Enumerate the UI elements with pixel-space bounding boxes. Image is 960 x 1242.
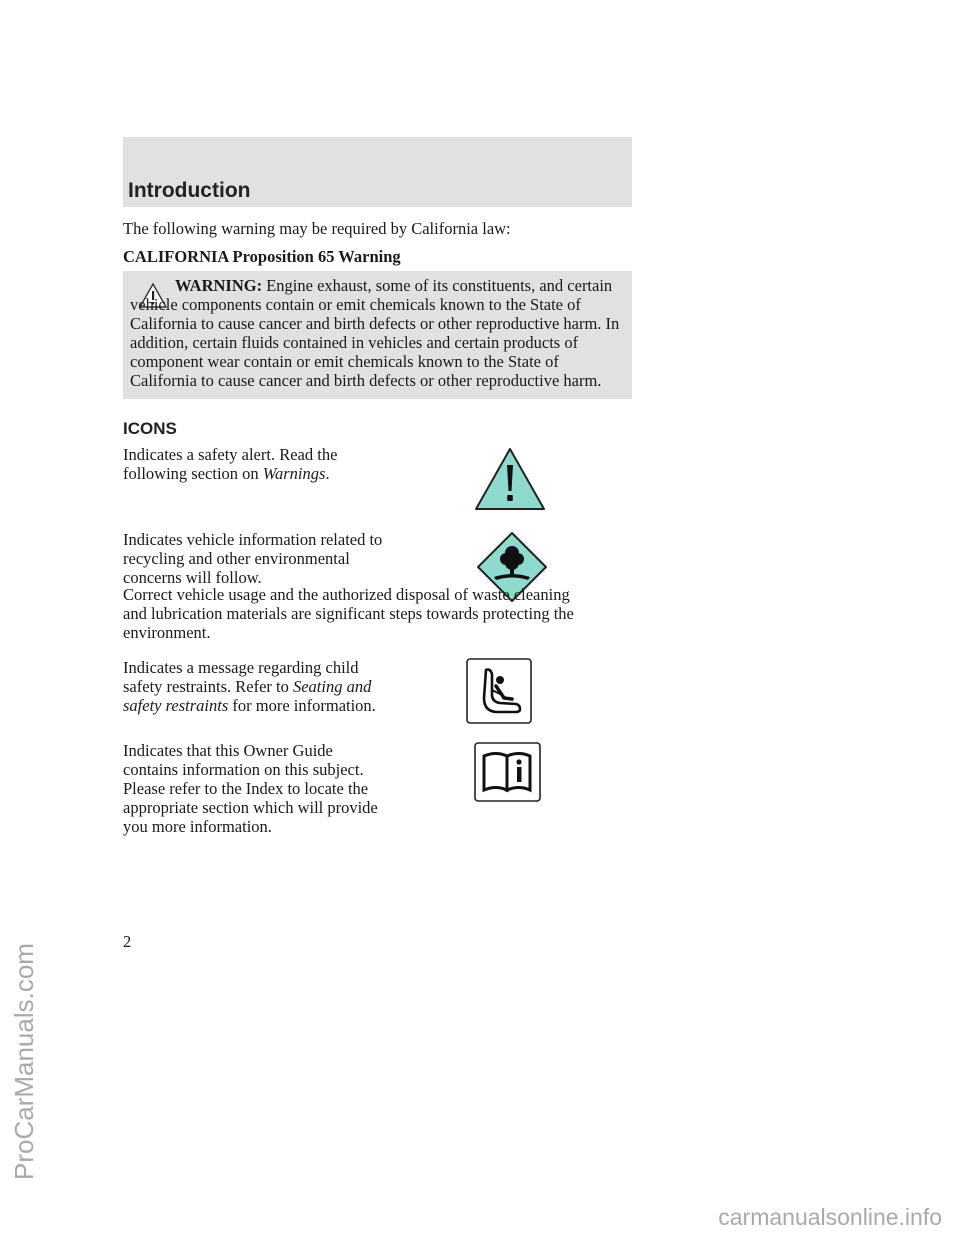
- warning-text: [130, 276, 625, 390]
- seating-reference: Seating and safety restraints: [123, 677, 372, 715]
- owner-guide-description: Indicates that this Owner Guide contains information on this subject. Please refer to the Index to locate the appropriate section which will provide you more information.: [123, 741, 378, 836]
- warnings-reference: Warnings: [262, 464, 326, 483]
- warning-label: WARNING:: [175, 276, 263, 295]
- safety-alert-description: [123, 445, 383, 483]
- prop65-heading: CALIFORNIA Proposition 65 Warning: [123, 247, 401, 266]
- side-watermark: [10, 560, 46, 1180]
- child-seat-icon: [466, 658, 532, 724]
- environment-description: Indicates vehicle information related to recycling and other environmental concerns will follow.: [123, 530, 383, 587]
- child-restraint-text: Indicates a message regarding child safety restraints. Refer to: [123, 658, 359, 696]
- bottom-watermark: carmanualsonline.info: [718, 1204, 942, 1230]
- intro-line: The following warning may be required by California law:: [123, 219, 511, 238]
- side-watermark-text: ProCarManuals.com: [9, 943, 39, 1180]
- correct-usage-text: Correct vehicle usage and the authorized disposal of waste cleaning and lubrication materials are significant steps towards protecting the environment.: [123, 585, 574, 642]
- child-restraint-tail: for more information.: [232, 696, 376, 715]
- safety-alert-tail: .: [325, 464, 330, 483]
- child-restraint-description: [123, 658, 383, 715]
- icons-heading: ICONS: [123, 419, 177, 438]
- warning-body: Engine exhaust, some of its constituents, and certain vehicle components contain or emit chemicals known to the State of California to cause cancer and birth defects or other reproductive harm. In addition, certain fluids contained in vehicles and certain products of component wear contain or emit chemicals known to the State of California to cause cancer and birth defects or other reproductive harm.: [130, 276, 620, 390]
- page-number: 2: [123, 932, 132, 951]
- safety-alert-icon: [474, 446, 546, 512]
- owner-guide-icon: [474, 742, 541, 802]
- safety-alert-text: Indicates a safety alert. Read the following section on: [123, 445, 338, 483]
- section-title: Introduction: [128, 179, 251, 202]
